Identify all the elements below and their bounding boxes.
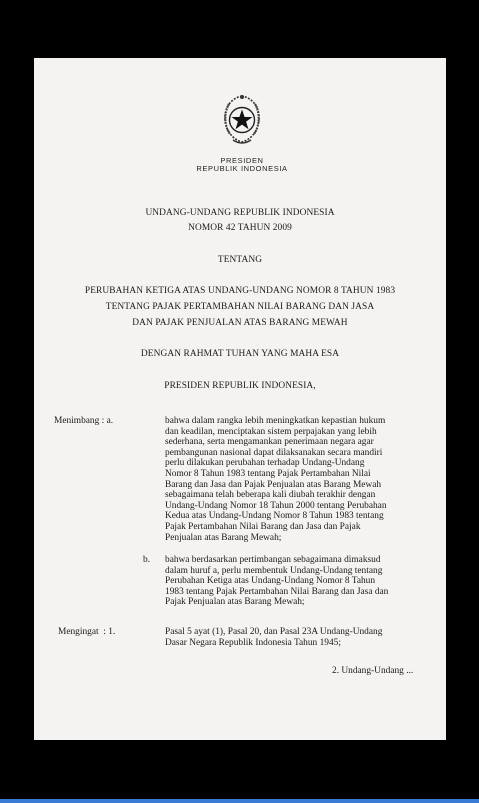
enactor: PRESIDEN REPUBLIK INDONESIA,	[164, 381, 316, 391]
invocation: DENGAN RAHMAT TUHAN YANG MAHA ESA	[140, 349, 340, 359]
office-line-republik: REPUBLIK INDONESIA	[196, 164, 288, 173]
paragraph-line: Pasal 5 ayat (1), Pasal 20, dan Pasal 23A Undang-Undang	[165, 627, 383, 637]
paragraph-line: Pajak Penjualan atas Barang Mewah;	[165, 597, 305, 608]
menimbang-item-b-label: b.	[143, 555, 151, 565]
paragraph-line: sebagaimana telah beberapa kali diubah terakhir dengan	[165, 490, 376, 501]
paragraph-line: dan keadilan, menciptakan sistem perpajakan yang lebih	[165, 426, 377, 437]
garuda-star-emblem-icon	[217, 92, 267, 148]
paragraph-line: Dasar Negara Republik Indonesia Tahun 1945;	[165, 637, 341, 648]
mengingat-item-1	[165, 627, 427, 648]
subject-line-3: DAN PAJAK PENJUALAN ATAS BARANG MEWAH	[132, 318, 348, 328]
paragraph-line: Perubahan Ketiga atas Undang-Undang Nomor 8 Tahun	[165, 576, 376, 587]
paragraph-line: Pajak Pertambahan Nilai Barang dan Jasa dan Pajak	[165, 521, 361, 532]
law-number: NOMOR 42 TAHUN 2009	[188, 223, 292, 233]
paragraph-line: bahwa berdasarkan pertimbangan sebagaimana dimaksud	[165, 555, 381, 565]
paragraph-line: Kedua atas Undang-Undang Nomor 8 Tahun 1983 tentang	[165, 511, 384, 522]
bottom-black-bar	[0, 740, 479, 803]
paragraph-line: Undang-Undang Nomor 18 Tahun 2000 tentang Perubahan	[165, 500, 387, 511]
paragraph-line: 1983 tentang Pajak Pertambahan Nilai Barang dan Jasa dan	[165, 586, 389, 597]
menimbang-label: Menimbang : a.	[54, 416, 114, 426]
office-line-presiden: PRESIDEN	[220, 156, 264, 165]
next-page-marker: 2. Undang-Undang ...	[332, 666, 414, 676]
bottom-accent-line	[0, 799, 479, 803]
top-black-bar	[0, 0, 479, 58]
paragraph-line: Barang dan Jasa dan Pajak Penjualan atas Barang Mewah	[165, 479, 382, 490]
paragraph-line: bahwa dalam rangka lebih meningkatkan kepastian hukum	[165, 416, 386, 426]
mengingat-label: Mengingat : 1.	[58, 627, 116, 637]
document-page	[34, 58, 446, 740]
paragraph-line: perlu dilakukan perubahan terhadap Undang-Undang	[165, 458, 365, 469]
law-title: UNDANG-UNDANG REPUBLIK INDONESIA	[145, 208, 335, 218]
tentang-heading: TENTANG	[217, 255, 263, 265]
paragraph-line: Penjualan atas Barang Mewah;	[165, 532, 282, 543]
menimbang-item-b	[165, 555, 427, 608]
paragraph-line: pembangunan nasional dapat dilaksanakan secara mandiri	[165, 447, 383, 458]
menimbang-item-a	[165, 416, 427, 543]
paragraph-line: Nomor 8 Tahun 1983 tentang Pajak Pertambahan Nilai	[165, 468, 371, 479]
subject-line-1: PERUBAHAN KETIGA ATAS UNDANG-UNDANG NOMOR 8 TAHUN 1983	[84, 286, 396, 296]
paragraph-line: sederhana, serta mengamankan penerimaan negara agar	[165, 437, 374, 448]
paragraph-line: dalam huruf a, perlu membentuk Undang-Undang tentang	[165, 565, 383, 576]
subject-line-2: TENTANG PAJAK PERTAMBAHAN NILAI BARANG DAN JASA	[105, 302, 375, 312]
